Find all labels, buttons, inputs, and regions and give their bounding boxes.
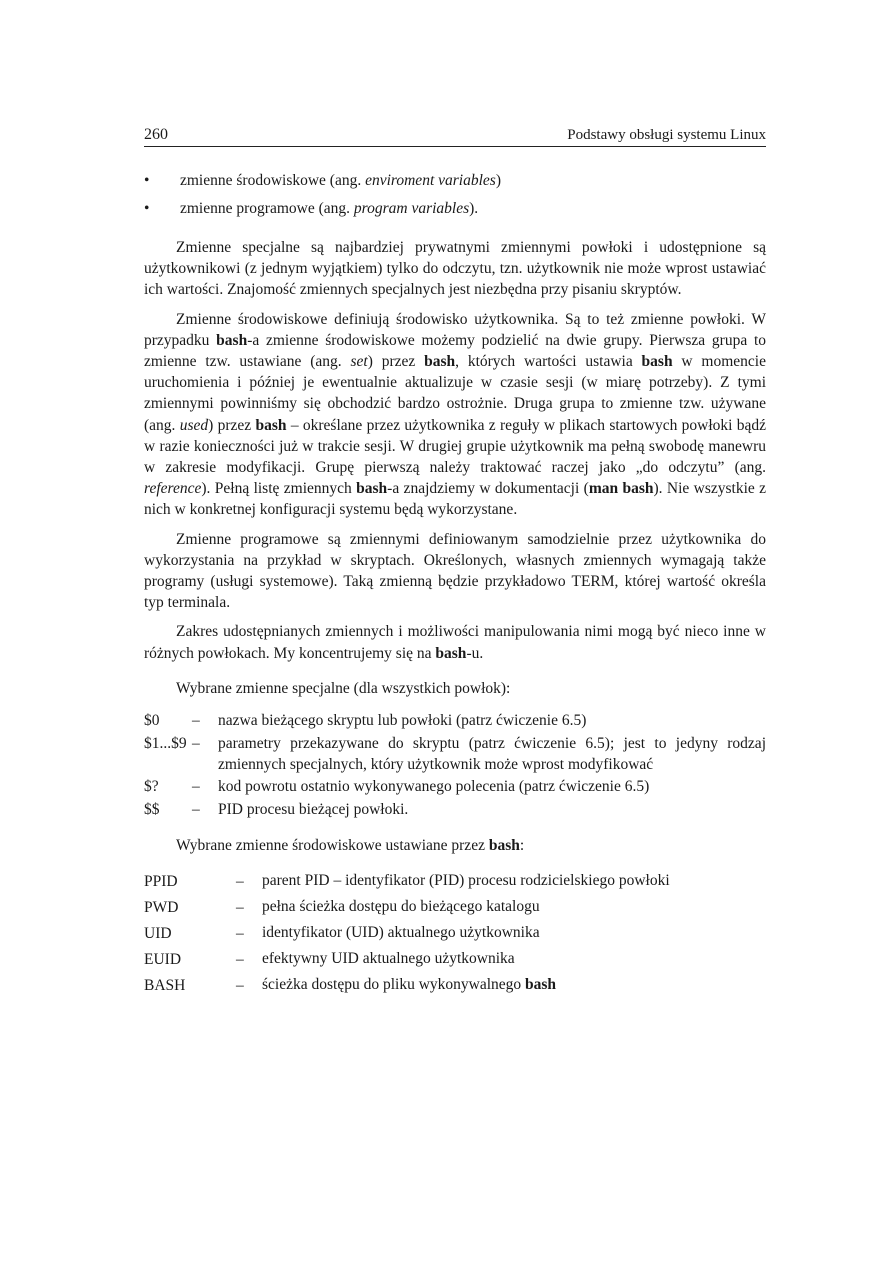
paragraph-env-vars: Zmienne środowiskowe definiują środowisko użytkownika. Są to też zmienne powłoki. W przypadku bash-a zmienne środowiskowe możemy podzielić na dwie grupy. Pierwsza grupa to zmienne tzw. ustawiane (ang. set) przez bash, których wartości ustawia bash w momencie uruchomienia i później je ewentualnie aktualizuje w czasie sesji (w miarę potrzeby). Z tymi zmiennymi powinniśmy się obchodzić bardzo ostrożnie. Druga grupa to zmienne tzw. używane (ang. used) przez bash – określane przez użytkownika z reguły w plikach startowych powłoki bądź w razie konieczności już w trakcie sesji. W drugiej grupie użytkownik ma pełną swobodę manewru w zakresie modyfikacji. Grupę pierwszą należy traktować raczej jako „do odczytu” (ang. reference). Pełną listę zmiennych bash-a znajdziemy w dokumentacji (man bash). Nie wszystkie z nich w konkretnej konfiguracji systemu będą wykorzystane. — [144, 310, 767, 519]
special-var-item: $? – kod powrotu ostatnio wykonywanego polecenia (patrz ćwiczenie 6.5) — [144, 778, 650, 796]
special-vars-intro: Wybrane zmienne specjalne (dla wszystkich powłok): — [176, 679, 511, 697]
running-header — [144, 126, 766, 147]
running-title: Podstawy obsługi systemu Linux — [567, 127, 766, 143]
special-var-item: $$ – PID procesu bieżącej powłoki. — [144, 801, 409, 819]
list-item: • zmienne środowiskowe (ang. enviroment variables) — [144, 167, 766, 195]
env-vars-intro: Wybrane zmienne środowiskowe ustawiane przez bash: — [176, 837, 525, 855]
env-var-item: EUID – efektywny UID aktualnego użytkownika — [144, 949, 515, 968]
env-var-item: PWD – pełna ścieżka dostępu do bieżącego katalogu — [144, 897, 540, 916]
special-var-item: $0 – nazwa bieżącego skryptu lub powłoki (patrz ćwiczenie 6.5) — [144, 712, 587, 730]
env-var-item: UID – identyfikator (UID) aktualnego użytkownika — [144, 923, 540, 942]
book-page — [144, 126, 766, 999]
special-var-item: $1...$9 – parametry przekazywane do skryptu (patrz ćwiczenie 6.5); jest to jedyny rodzaj zmiennych specjalnych, który użytkownik może wprost modyfikować — [144, 735, 766, 774]
paragraph-special-vars: Zmienne specjalne są najbardziej prywatnymi zmiennymi powłoki i udostępnione są użytkownikowi (z jednym wyjątkiem) tylko do odczytu, tzn. użytkownik nie może wprost ustawiać ich wartości. Znajomość zmiennych specjalnych jest niezbędna przy pisaniu skryptów. — [144, 239, 766, 299]
bullet-list — [144, 167, 766, 223]
paragraph-scope: Zakres udostępnianych zmiennych i możliwości manipulowania nimi mogą być nieco inne w różnych powłokach. My koncentrujemy się na bash-u. — [144, 623, 766, 662]
page-number: 260 — [144, 126, 168, 143]
env-var-item: BASH – ścieżka dostępu do pliku wykonywalnego bash — [144, 975, 557, 994]
list-item: • zmienne programowe (ang. program variables). — [144, 195, 766, 223]
env-var-item: PPID – parent PID – identyfikator (PID) procesu rodzicielskiego powłoki — [144, 871, 670, 890]
special-vars-list — [144, 709, 766, 821]
paragraph-program-vars: Zmienne programowe są zmiennymi definiowanym samodzielnie przez użytkownika do wykorzystania na przykład w skryptach. Określonych, własnych zmiennych wymagają także programy (usługi systemowe). Taką zmienną będzie przykładowo TERM, której wartość określa typ terminala. — [144, 530, 766, 612]
env-vars-list — [144, 869, 766, 999]
